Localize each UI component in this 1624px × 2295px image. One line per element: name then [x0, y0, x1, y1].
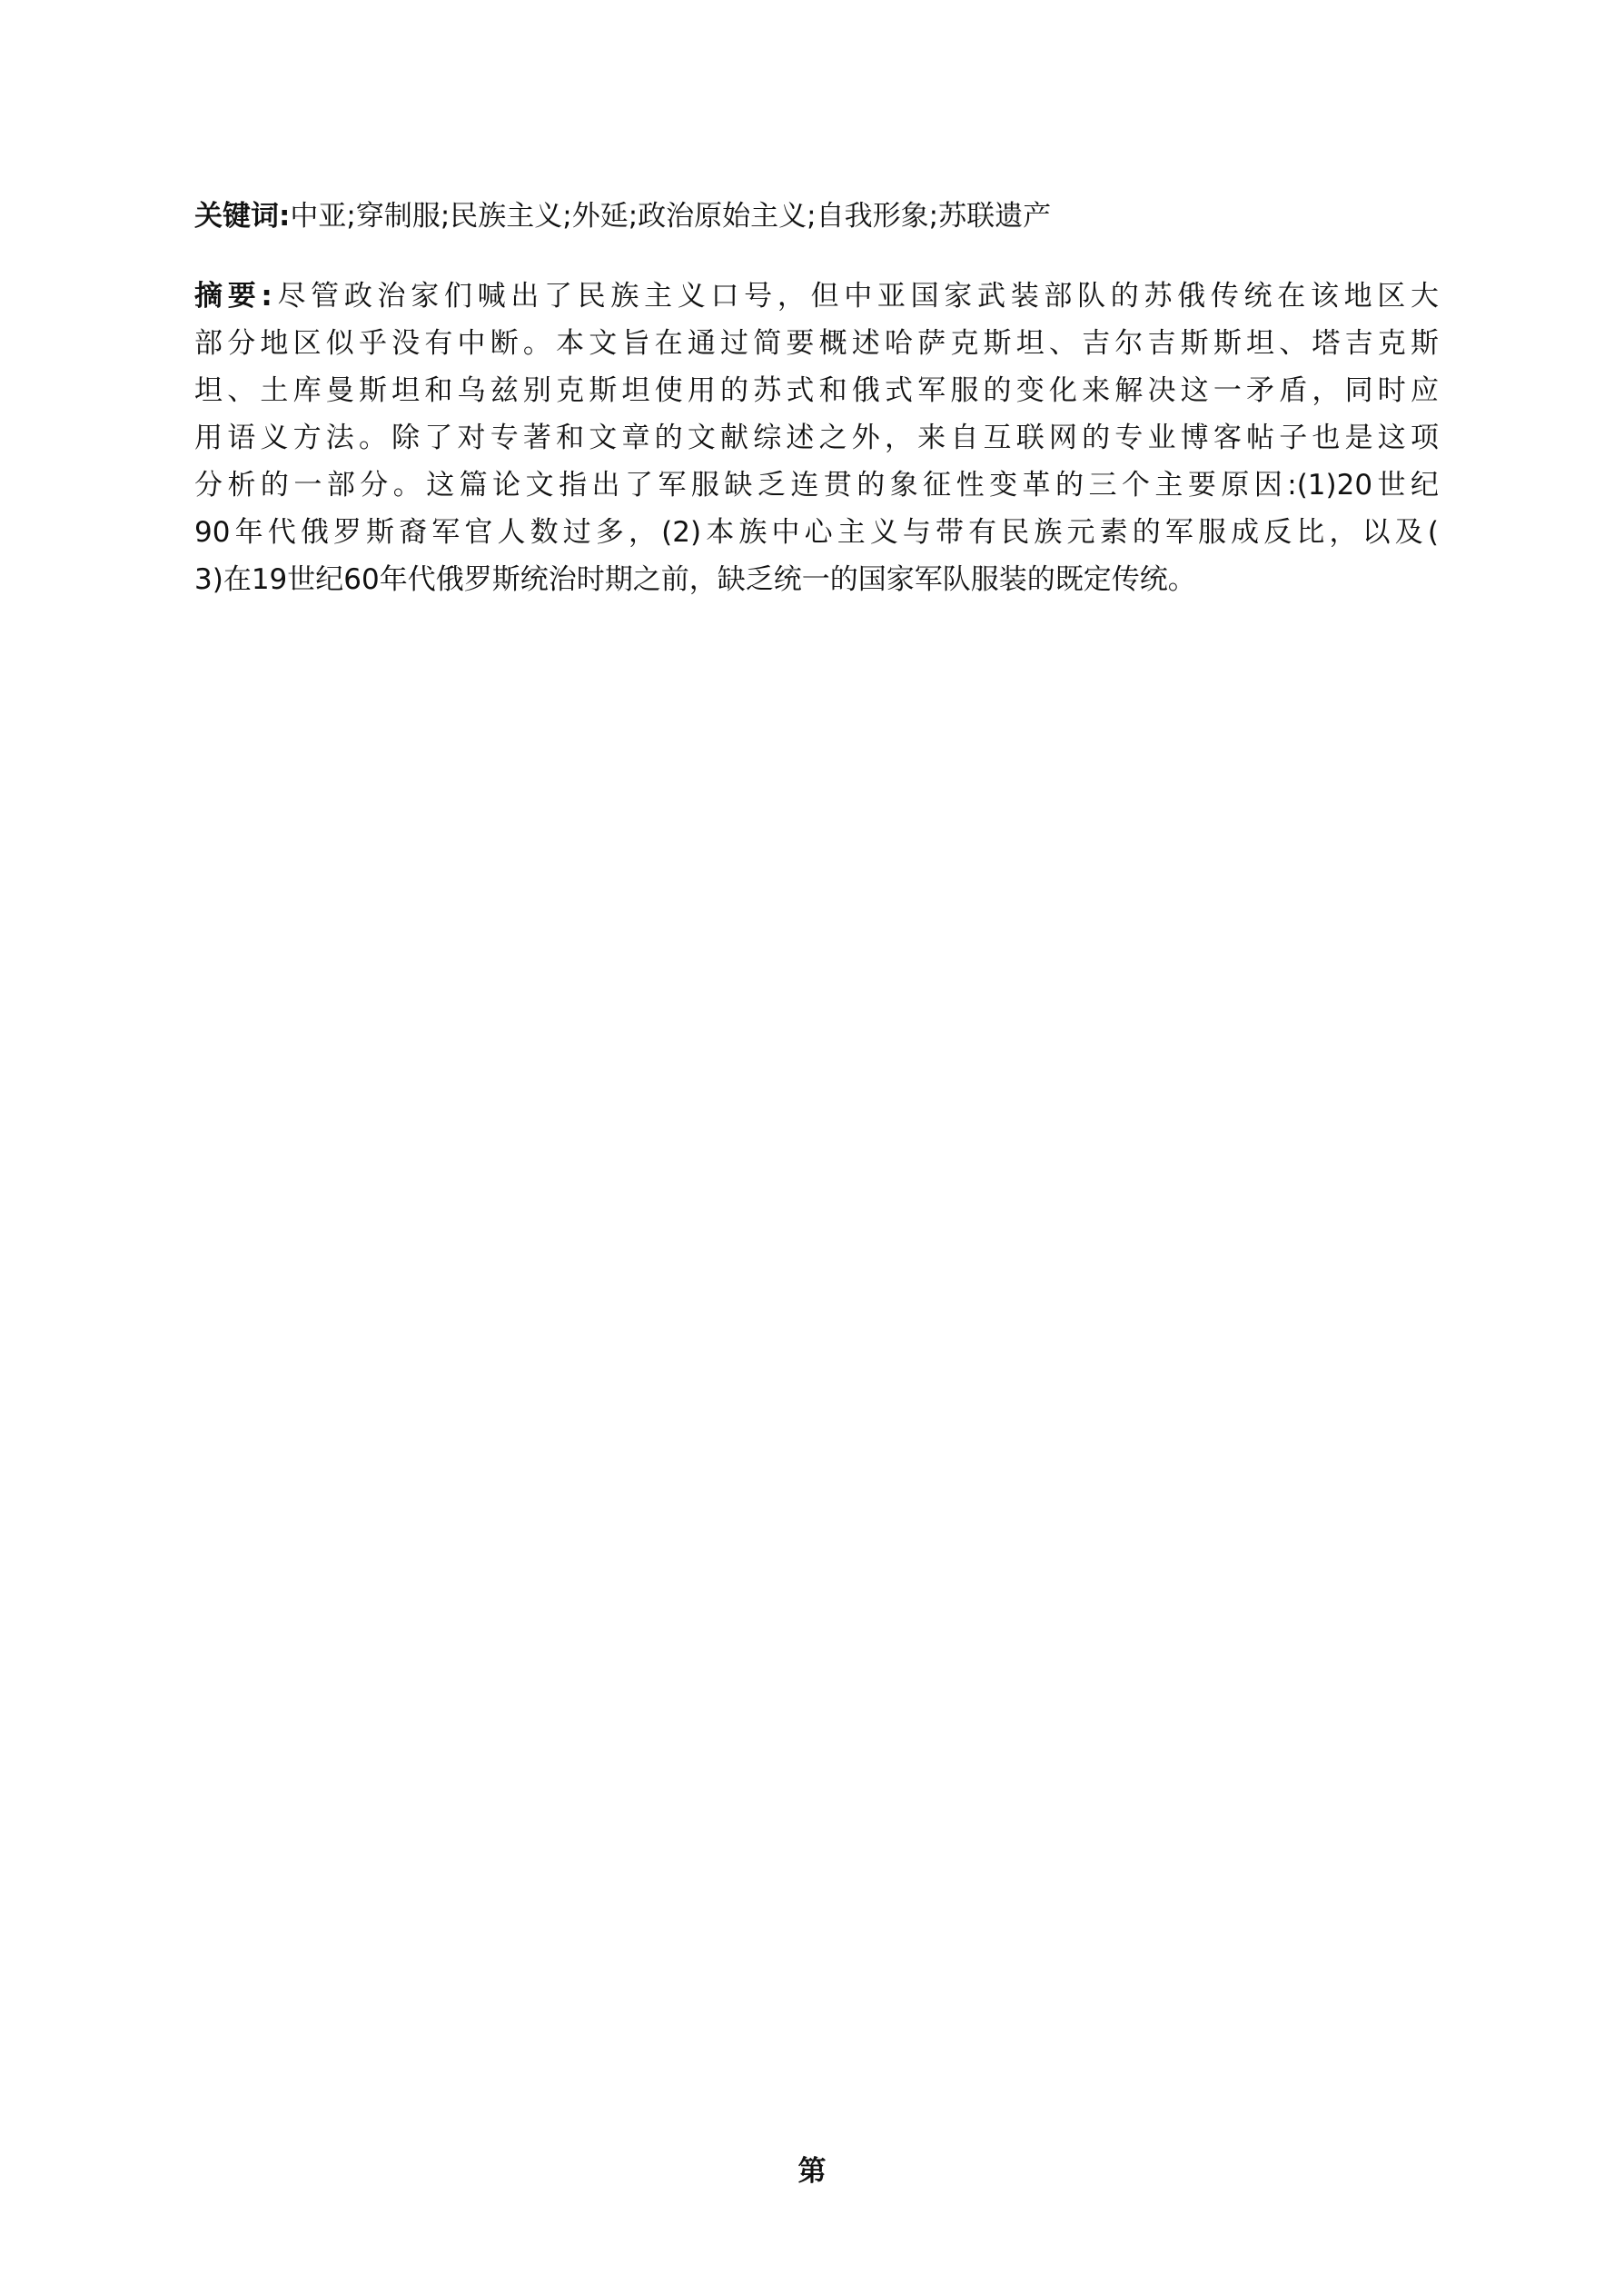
page-footer	[0, 2148, 1624, 2189]
abstract-line-3: 坦、土库曼斯坦和乌兹别克斯坦使用的苏式和俄式军服的变化来解决这一矛盾，同时应	[194, 374, 1439, 407]
keywords-paragraph	[194, 193, 1439, 240]
abstract-line-4: 用语义方法。除了对专著和文章的文献综述之外，来自互联网的专业博客帖子也是这项	[194, 422, 1439, 454]
abstract-line-1-text: 尽管政治家们喊出了民族主义口号，但中亚国家武装部队的苏俄传统在该地区大	[272, 280, 1439, 313]
keywords-text: 中亚;穿制服;民族主义;外延;政治原始主义;自我形象;苏联遗产	[290, 200, 1052, 233]
page-number-label: 第	[797, 2155, 827, 2188]
abstract-line-6: 90年代俄罗斯裔军官人数过多，(2)本族中心主义与带有民族元素的军服成反比，以及(	[194, 516, 1439, 549]
abstract-line-1	[194, 273, 1439, 320]
abstract-line-2: 部分地区似乎没有中断。本文旨在通过简要概述哈萨克斯坦、吉尔吉斯斯坦、塔吉克斯	[194, 327, 1439, 360]
abstract-line-7: 3)在19世纪60年代俄罗斯统治时期之前，缺乏统一的国家军队服装的既定传统。	[194, 563, 1196, 596]
abstract-line-5: 分析的一部分。这篇论文指出了军服缺乏连贯的象征性变革的三个主要原因:(1)20世纪	[194, 469, 1439, 502]
abstract-label: 摘要:	[194, 280, 272, 313]
keywords-label: 关键词:	[194, 200, 291, 233]
abstract-paragraph	[194, 273, 1439, 603]
